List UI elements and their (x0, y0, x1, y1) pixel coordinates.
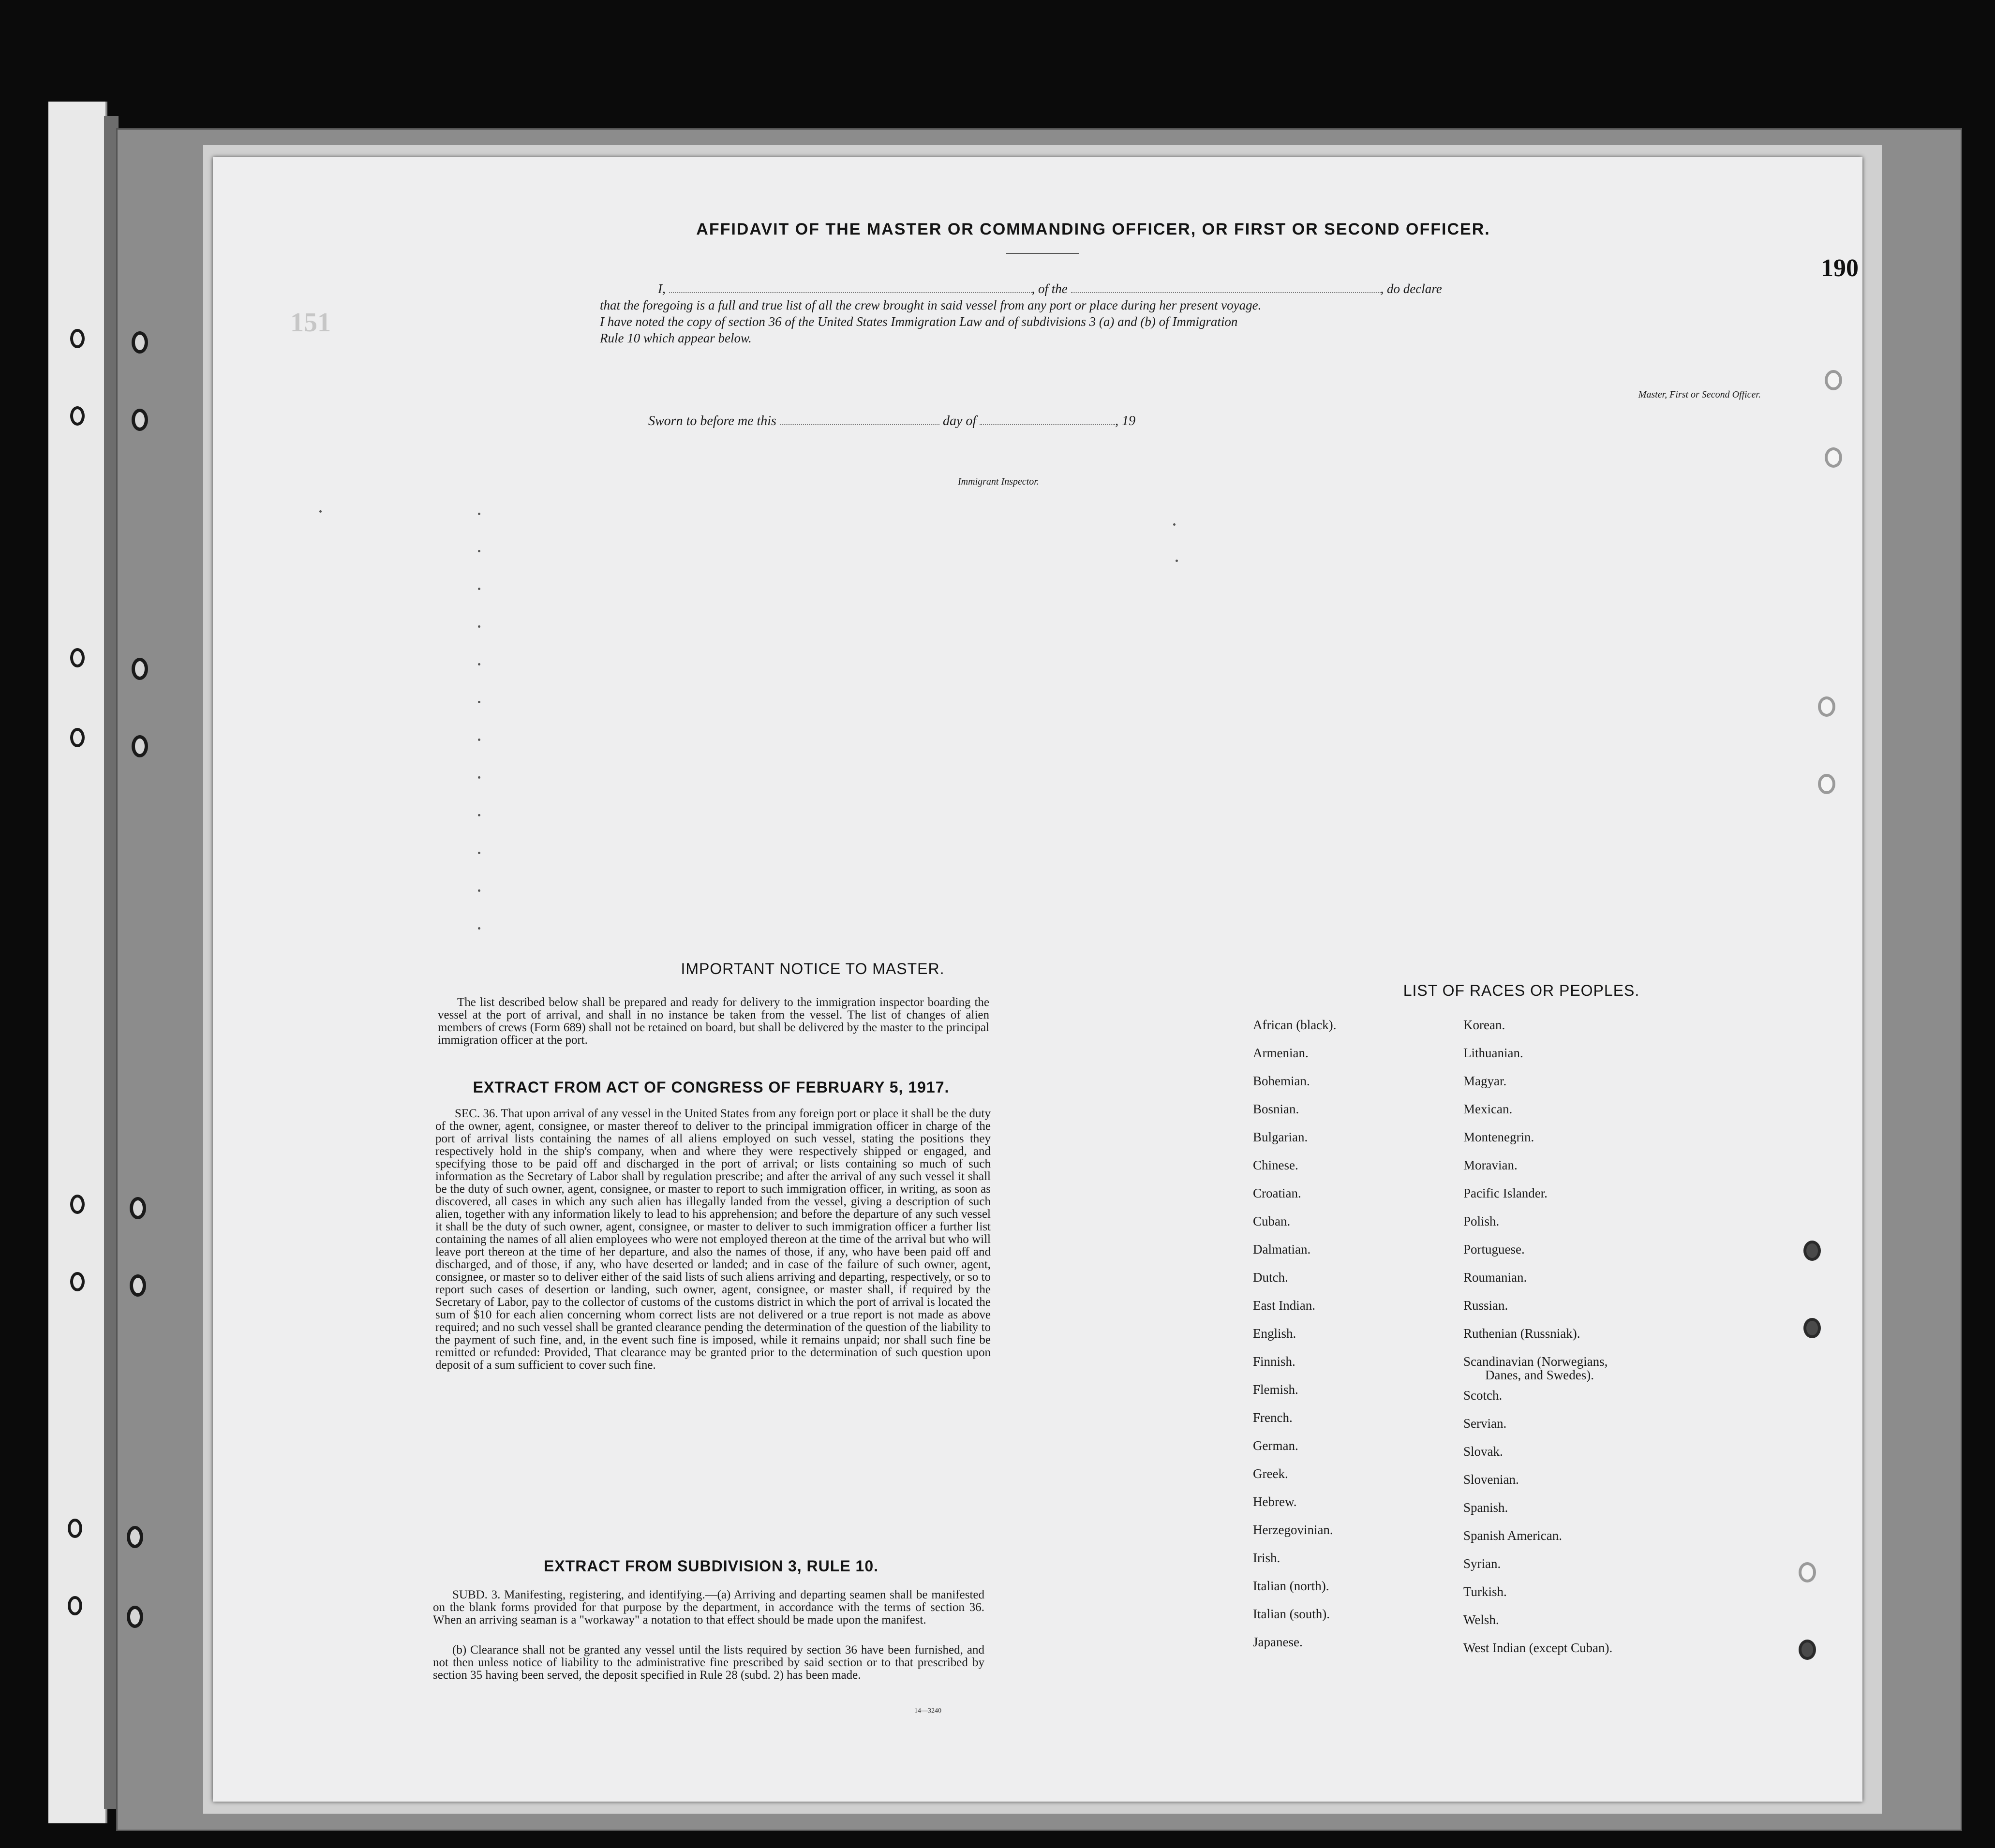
guide-dot (478, 776, 480, 779)
notice-title: IMPORTANT NOTICE TO MASTER. (681, 960, 945, 977)
inspector-caption: Immigrant Inspector. (958, 476, 1039, 487)
races-right-column (1463, 1018, 1686, 1669)
guide-dot (478, 701, 480, 703)
punch-hole (1803, 1318, 1821, 1338)
race-item: Scotch. (1463, 1388, 1503, 1403)
race-item: Finnish. (1253, 1354, 1295, 1369)
guide-dot (478, 927, 480, 930)
race-item-scandinavian-cont: Danes, and Swedes). (1485, 1368, 1594, 1382)
binder-ring (130, 1274, 146, 1297)
race-item: Syrian. (1463, 1556, 1501, 1571)
race-item: Croatian. (1253, 1186, 1301, 1200)
rule-extract-title: EXTRACT FROM SUBDIVISION 3, RULE 10. (543, 1557, 879, 1575)
guide-dot (478, 550, 480, 552)
binder-ring (132, 331, 148, 354)
race-item: Roumanian. (1463, 1270, 1527, 1285)
punch-hole (1799, 1640, 1816, 1660)
act-extract-body: SEC. 36. That upon arrival of any vessel in the United States from any foreign port or place it shall be the duty of the owner, agent, consignee, or master thereof to deliver to the principal immigration officer in charge of the port of arrival lists containing the names of all aliens employed on such vessel, stating the positions they respectively hold in the ship's company, when and where they were respectively shipped or engaged, and specifying those to be paid off and discharged in the port of arrival; or lists containing so much of such information as the Secretary of Labor shall by regulation prescribe; and after the arrival of any such vessel it shall be the duty of such owner, agent, consignee, or master to report to such immigration officer, in writing, as soon as discovered, all cases in which any such alien has illegally landed from the vessel, giving a description of such alien, together with any information likely to lead to his apprehension; and before the departure of any such vessel it shall be the duty of such owner, agent, consignee, or master to deliver to such immigration officer a further list containing the names of all alien employees who were not employed thereon at the time of the arrival but who will leave port thereon at the time of her departure, and also the names of those, if any, who have been paid off and discharged, and of those, if any, who have deserted or landed; and in case of the failure of such owner, agent, consignee, or master so to deliver either of the said lists of such aliens arriving and departing, respectively, or so to report such cases of desertion or landing, such owner, agent, consignee, or master shall, if required by the Secretary of Labor, pay to the collector of customs of the customs district in which the port of arrival is located the sum of $10 for each alien concerning whom correct lists are not delivered or a true report is not made as above required; and no such vessel shall be granted clearance pending the determination of the question of the liability to the payment of such fine, and, in the event such fine is imposed, while it remains unpaid; nor shall such fine be remitted or refunded: Provided, That clearance may be granted prior to the determination of such question upon deposit of a sum sufficient to cover such fine. (435, 1107, 991, 1372)
binder-ring (132, 658, 148, 680)
race-item: Servian. (1463, 1416, 1507, 1431)
race-item: Magyar. (1463, 1074, 1507, 1088)
race-item: Korean. (1463, 1018, 1505, 1032)
race-item: Italian (north). (1253, 1579, 1329, 1593)
vessel-blank (1071, 281, 1381, 293)
punch-hole (1818, 696, 1835, 717)
race-item: Japanese. (1253, 1635, 1303, 1649)
title-rule (1006, 253, 1079, 254)
guide-dot (1176, 560, 1178, 562)
guide-dot (478, 588, 480, 590)
page-number: 190 (1821, 254, 1859, 282)
race-item: Spanish American. (1463, 1528, 1562, 1543)
race-item: Montenegrin. (1463, 1130, 1534, 1144)
race-item: Lithuanian. (1463, 1046, 1523, 1060)
punch-hole (1799, 1562, 1816, 1582)
race-item: Cuban. (1253, 1214, 1291, 1228)
declaration-line-2: that the foregoing is a full and true list of all the crew brought in said vessel from any port or place during her present voyage. (600, 298, 1262, 312)
binder-ring (70, 329, 85, 348)
sworn-day-of: day of (942, 414, 977, 429)
race-item: Hebrew. (1253, 1494, 1297, 1509)
guide-dot (478, 513, 480, 515)
race-item: Mexican. (1463, 1102, 1513, 1116)
document-page (213, 157, 1862, 1802)
race-item: West Indian (except Cuban). (1463, 1641, 1613, 1655)
declaration-do-declare: , do declare (1380, 281, 1442, 296)
race-item: East Indian. (1253, 1298, 1315, 1313)
races-title: LIST OF RACES OR PEOPLES. (1403, 982, 1640, 999)
declaration-i: I, (658, 281, 666, 296)
binder-ring (130, 1197, 146, 1219)
guide-dot (319, 510, 322, 513)
notice-body: The list described below shall be prepared and ready for delivery to the immigration inspector boarding the vessel at the port of arrival, and shall in no instance be taken from the vessel. The list of changes of alien members of crews (Form 689) shall not be retained on board, but shall be delivered by the master to the principal immigration officer at the port. (438, 996, 989, 1047)
race-item: Dalmatian. (1253, 1242, 1311, 1257)
binder-ring (132, 409, 148, 431)
signature-caption: Master, First or Second Officer. (1638, 389, 1761, 400)
race-item: Slovak. (1463, 1444, 1503, 1459)
race-item: English. (1253, 1326, 1296, 1341)
rule-extract-body-b: (b) Clearance shall not be granted any vessel until the lists required by section 36 have been furnished, and not then unless notice of liability to the administrative fine prescribed by said section or to that prescribed by section 35 having been served, the deposit specified in Rule 28 (subd. 2) has been made. (433, 1643, 984, 1682)
race-item: French. (1253, 1410, 1293, 1425)
bleed-through-number: 151 (290, 308, 331, 338)
race-item: Herzegovinian. (1253, 1523, 1333, 1537)
binder-ring (70, 1272, 85, 1291)
race-item: Chinese. (1253, 1158, 1298, 1172)
punch-hole (1825, 447, 1842, 468)
punch-hole (1803, 1241, 1821, 1261)
race-item: Bulgarian. (1253, 1130, 1308, 1144)
race-item: Pacific Islander. (1463, 1186, 1548, 1200)
guide-dot (478, 889, 480, 892)
affidavit-declaration (600, 281, 1548, 346)
race-item-scandinavian: Scandinavian (Norwegians, (1463, 1354, 1608, 1369)
race-item: African (black). (1253, 1018, 1337, 1032)
form-number: 14—3240 (914, 1707, 941, 1715)
binder-ring (70, 406, 85, 426)
binder-ring (132, 735, 148, 757)
race-item: Ruthenian (Russniak). (1463, 1326, 1580, 1341)
race-item: Greek. (1253, 1466, 1288, 1481)
race-item: Polish. (1463, 1214, 1500, 1228)
declaration-line-3: I have noted the copy of section 36 of the United States Immigration Law and of subdivisions 3 (a) and (b) of Immigration (600, 314, 1238, 329)
guide-dot (478, 663, 480, 665)
race-item: Slovenian. (1463, 1472, 1519, 1487)
sworn-date-blank (780, 414, 939, 425)
sworn-text: Sworn to before me this (648, 414, 776, 429)
binder-ring (70, 648, 85, 667)
act-extract-title: EXTRACT FROM ACT OF CONGRESS OF FEBRUARY 5, 1917. (473, 1079, 950, 1096)
race-item: German. (1253, 1438, 1298, 1453)
binder-ring (68, 1596, 82, 1615)
races-left-column (1253, 1018, 1475, 1663)
race-item: Welsh. (1463, 1612, 1499, 1627)
guide-dot (478, 814, 480, 816)
race-item: Bosnian. (1253, 1102, 1299, 1116)
race-item (1463, 1355, 1686, 1389)
guide-dot (1173, 523, 1176, 526)
binder-strip (48, 102, 107, 1823)
race-item: Moravian. (1463, 1158, 1518, 1172)
race-item: Armenian. (1253, 1046, 1309, 1060)
race-item: Bohemian. (1253, 1074, 1310, 1088)
sworn-year: , 19 (1115, 414, 1136, 429)
race-item: Russian. (1463, 1298, 1508, 1313)
name-blank (669, 281, 1032, 293)
race-item: Dutch. (1253, 1270, 1288, 1285)
race-item: Spanish. (1463, 1500, 1508, 1515)
binder-ring (70, 728, 85, 747)
sworn-line (648, 414, 1422, 429)
binder-ring (127, 1526, 143, 1548)
race-item: Irish. (1253, 1551, 1280, 1565)
punch-hole (1818, 774, 1835, 794)
declaration-line-4: Rule 10 which appear below. (600, 331, 752, 345)
affidavit-title: AFFIDAVIT OF THE MASTER OR COMMANDING OFFICER, OR FIRST OR SECOND OFFICER. (696, 220, 1490, 238)
rule-extract-body-a: SUBD. 3. Manifesting, registering, and identifying.—(a) Arriving and departing seamen shall be manifested on the blank forms provided for that purpose by the department, in accordance with the terms of section 36. When an arriving seaman is a "workaway" a notation to that effect should be made upon the manifest. (433, 1588, 984, 1626)
sworn-month-blank (980, 414, 1115, 425)
declaration-line-1 (600, 281, 1548, 297)
guide-dot (478, 625, 480, 628)
race-item: Flemish. (1253, 1382, 1298, 1397)
binder-ring (68, 1519, 82, 1538)
binder-ring (70, 1195, 85, 1214)
guide-dot (478, 852, 480, 854)
punch-hole (1825, 370, 1842, 390)
binder-ring (127, 1606, 143, 1628)
declaration-of-the: , of the (1031, 281, 1068, 296)
race-item: Turkish. (1463, 1584, 1507, 1599)
guide-dot (478, 739, 480, 741)
race-item: Italian (south). (1253, 1607, 1330, 1621)
race-item: Portuguese. (1463, 1242, 1525, 1257)
